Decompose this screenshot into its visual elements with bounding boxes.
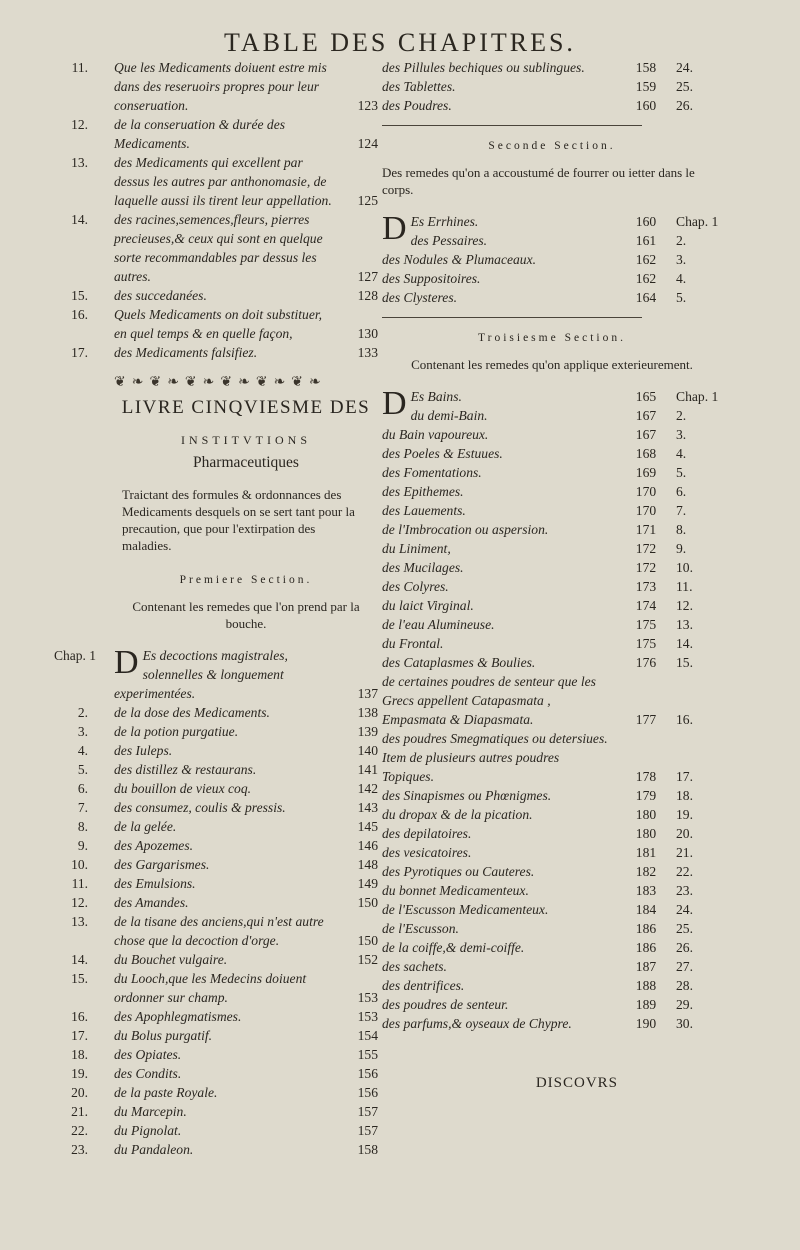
- entry-title: de l'Escusson Medicamenteux.: [382, 902, 549, 917]
- entry-title: des dentrifices.: [382, 978, 465, 993]
- entry-title: du laict Virginal.: [382, 598, 474, 613]
- institutions-heading: INSTITVTIONS: [181, 433, 311, 447]
- entry-number: 21.: [71, 1104, 88, 1119]
- toc-entry: [66, 798, 378, 817]
- entry-page: 184: [635, 902, 657, 917]
- entry-chapter: Chap. 1: [676, 389, 719, 404]
- entry-number: Chap. 1: [54, 648, 96, 663]
- entry-page: 173: [635, 579, 657, 594]
- entry-page: 188: [635, 978, 657, 993]
- entry-title: du bouillon de vieux coq.: [114, 781, 252, 796]
- entry-chapter: 27.: [676, 959, 693, 974]
- entry-title: du demi-Bain.: [410, 408, 488, 423]
- entry-title: des Cataplasmes & Boulies.: [382, 655, 536, 670]
- entry-page: 161: [635, 233, 657, 248]
- entry-number: 4.: [77, 743, 88, 758]
- entry-number: 7.: [77, 800, 88, 815]
- entry-chapter: 24.: [676, 60, 693, 75]
- entry-chapter: 30.: [676, 1016, 693, 1031]
- entry-chapter: 10.: [676, 560, 693, 575]
- entry-page: 160: [635, 98, 657, 113]
- entry-page: 180: [635, 826, 657, 841]
- toc-entry: [382, 77, 722, 96]
- toc-entry: [382, 250, 722, 269]
- toc-entry: [382, 900, 722, 919]
- entry-page: 178: [635, 769, 657, 784]
- entry-number: 12.: [71, 895, 88, 910]
- toc-entry: [66, 703, 378, 722]
- entry-chapter: 28.: [676, 978, 693, 993]
- entry-page: 128: [357, 288, 378, 303]
- entry-title: des Poudres.: [382, 98, 452, 113]
- toc-entry: [66, 1121, 378, 1140]
- entry-chapter: 16.: [676, 712, 693, 727]
- entry-number: 18.: [71, 1047, 88, 1062]
- entry-chapter: 18.: [676, 788, 693, 803]
- pharmaceutiques-heading: Pharmaceutiques: [193, 454, 299, 471]
- entry-title: des Amandes.: [114, 895, 189, 910]
- entry-page: 167: [635, 427, 657, 442]
- entry-chapter: 6.: [676, 484, 687, 499]
- toc-entry: [382, 288, 722, 307]
- entry-page: 170: [635, 503, 657, 518]
- entry-title: des poudres de senteur.: [382, 997, 509, 1012]
- entry-title: de l'eau Alumineuse.: [382, 617, 495, 632]
- toc-entry: [382, 881, 722, 900]
- drop-cap: D: [382, 210, 407, 247]
- entry-page: 138: [357, 705, 378, 720]
- entry-title: de la potion purgatiue.: [114, 724, 239, 739]
- entry-number: 20.: [71, 1085, 88, 1100]
- entry-title: du Bain vapoureux.: [382, 427, 489, 442]
- entry-chapter: 3.: [676, 252, 687, 267]
- entry-chapter: 25.: [676, 79, 693, 94]
- left-top-list: [66, 58, 378, 362]
- drop-cap: D: [114, 644, 139, 681]
- troisieme-section-subtitle: Contenant les remedes qu'on applique exterieurement.: [411, 357, 693, 372]
- entry-page: 150: [357, 933, 378, 948]
- entry-chapter: 19.: [676, 807, 693, 822]
- entry-chapter: 17.: [676, 769, 693, 784]
- entry-title: du Liniment,: [382, 541, 451, 556]
- toc-entry: [382, 615, 722, 634]
- entry-number: 16.: [71, 307, 88, 322]
- entry-page: 153: [357, 1009, 378, 1024]
- toc-entry: [382, 596, 722, 615]
- entry-chapter: 3.: [676, 427, 687, 442]
- entry-title: du Frontal.: [382, 636, 444, 651]
- toc-entry: [66, 1140, 378, 1159]
- entry-chapter: 20.: [676, 826, 693, 841]
- entry-chapter: 26.: [676, 98, 693, 113]
- entry-chapter: 21.: [676, 845, 693, 860]
- entry-page: 186: [635, 921, 657, 936]
- entry-chapter: 5.: [676, 465, 687, 480]
- entry-chapter: 12.: [676, 598, 693, 613]
- entry-title: des depilatoires.: [382, 826, 472, 841]
- entry-chapter: 14.: [676, 636, 693, 651]
- entry-number: 11.: [71, 60, 88, 75]
- entry-page: 162: [635, 271, 657, 286]
- entry-title: des Clysteres.: [382, 290, 458, 305]
- toc-entry: [66, 1083, 378, 1102]
- toc-entry: [66, 874, 378, 893]
- entry-title: des Suppositoires.: [382, 271, 481, 286]
- toc-entry: [382, 406, 722, 425]
- troisieme-section-heading: Troisiesme Section.: [478, 332, 626, 344]
- toc-entry: [66, 893, 378, 912]
- toc-entry: [382, 444, 722, 463]
- entry-chapter: 8.: [676, 522, 687, 537]
- entry-title: des Nodules & Plumaceaux.: [382, 252, 537, 267]
- toc-entry: [66, 58, 378, 115]
- toc-entry: [382, 919, 722, 938]
- entry-page: 177: [635, 712, 657, 727]
- toc-entry: [382, 463, 722, 482]
- entry-title: des consumez, coulis & pressis.: [114, 800, 286, 815]
- toc-entry: [66, 817, 378, 836]
- toc-entry: [382, 1014, 722, 1033]
- entry-page: 124: [357, 136, 378, 151]
- entry-page: 148: [357, 857, 378, 872]
- toc-entry: [66, 722, 378, 741]
- entry-page: 130: [357, 326, 378, 341]
- entry-page: 164: [635, 290, 657, 305]
- toc-entry: [382, 539, 722, 558]
- entry-number: 14.: [71, 212, 88, 227]
- entry-title: de la gelée.: [114, 819, 177, 834]
- entry-number: 16.: [71, 1009, 88, 1024]
- entry-number: 19.: [71, 1066, 88, 1081]
- toc-entry: [66, 741, 378, 760]
- entry-title: des racines,semences,fleurs, pierres precieuses,& ceux qui sont en quelque sorte recommandables par dessus les autres.: [114, 212, 323, 284]
- entry-title: du Marcepin.: [114, 1104, 187, 1119]
- entry-page: 169: [635, 465, 657, 480]
- toc-entry: [382, 58, 722, 77]
- toc-entry: [382, 995, 722, 1014]
- entry-title: de la tisane des anciens,qui n'est autre chose que la decoction d'orge.: [114, 914, 324, 948]
- entry-chapter: 9.: [676, 541, 687, 556]
- entry-title: du Looch,que les Medecins doiuent ordonner sur champ.: [114, 971, 307, 1005]
- toc-entry: [66, 950, 378, 969]
- toc-entry: [66, 210, 378, 286]
- entry-title: des vesicatoires.: [382, 845, 472, 860]
- toc-entry: [382, 653, 722, 672]
- entry-page: 190: [635, 1016, 657, 1031]
- entry-page: 186: [635, 940, 657, 955]
- toc-entry: [66, 912, 378, 950]
- entry-title: des Poeles & Estuues.: [382, 446, 503, 461]
- toc-entry: [382, 501, 722, 520]
- livre-heading: LIVRE CINQVIESME DES: [121, 397, 371, 418]
- entry-title: des parfums,& oyseaux de Chypre.: [382, 1016, 572, 1031]
- entry-title: de certaines poudres de senteur que les Grecs appellent Catapasmata , Empasmata & Diapasmata.: [382, 674, 596, 727]
- entry-title: des poudres Smegmatiques ou detersiues. Item de plusieurs autres poudres Topiques.: [382, 731, 608, 784]
- toc-entry: [66, 855, 378, 874]
- toc-entry: [382, 520, 722, 539]
- toc-entry: [66, 115, 378, 153]
- entry-page: 172: [635, 560, 657, 575]
- entry-title: de l'Imbrocation ou aspersion.: [382, 522, 549, 537]
- entry-page: 125: [357, 193, 378, 208]
- entry-page: 154: [357, 1028, 378, 1043]
- entry-chapter: 2.: [676, 233, 687, 248]
- entry-page: 168: [635, 446, 657, 461]
- left-bottom-list: [54, 644, 378, 1159]
- toc-entry: [382, 843, 722, 862]
- toc-entry: [66, 969, 378, 1007]
- entry-number: 14.: [71, 952, 88, 967]
- entry-number: 15.: [71, 288, 88, 303]
- entry-page: 181: [635, 845, 657, 860]
- toc-entry: [382, 269, 722, 288]
- entry-title: du dropax & de la pication.: [382, 807, 533, 822]
- entry-page: 123: [357, 98, 378, 113]
- entry-page: 139: [357, 724, 378, 739]
- entry-page: 137: [357, 686, 378, 701]
- divider-rule: [382, 125, 642, 126]
- entry-page: 155: [357, 1047, 378, 1062]
- entry-page: 145: [357, 819, 378, 834]
- entry-page: 146: [357, 838, 378, 853]
- livre-description: Traictant des formules & ordonnances des Medicaments desquels on se sert tant pour la precaution, que pour l'extirpation des maladies.: [122, 487, 355, 553]
- entry-page: 140: [357, 743, 378, 758]
- entry-number: 13.: [71, 914, 88, 929]
- entry-chapter: 25.: [676, 921, 693, 936]
- entry-number: 9.: [77, 838, 88, 853]
- entry-chapter: 11.: [676, 579, 693, 594]
- entry-page: 157: [357, 1123, 378, 1138]
- entry-chapter: 2.: [676, 408, 687, 423]
- entry-title: Quels Medicaments on doit substituer, en quel temps & en quelle façon,: [114, 307, 323, 341]
- toc-entry: [382, 938, 722, 957]
- entry-chapter: 29.: [676, 997, 693, 1012]
- entry-chapter: 22.: [676, 864, 693, 879]
- seconde-section-heading: Seconde Section.: [488, 140, 616, 152]
- entry-page: 183: [635, 883, 657, 898]
- entry-title: des distillez & restaurans.: [114, 762, 257, 777]
- entry-title: des Medicaments qui excellent par dessus les autres par anthonomasie, de laquelle aussi ils tirent leur appellation.: [114, 155, 332, 208]
- toc-entry: [382, 957, 722, 976]
- entry-page: 150: [357, 895, 378, 910]
- entry-page: 179: [635, 788, 657, 803]
- entry-chapter: 4.: [676, 271, 687, 286]
- entry-number: 11.: [71, 876, 88, 891]
- toc-entry: [382, 786, 722, 805]
- toc-entry: [66, 153, 378, 210]
- entry-page: 176: [635, 655, 657, 670]
- entry-title: du Bouchet vulgaire.: [114, 952, 228, 967]
- page-title: TABLE DES CHAPITRES.: [224, 28, 576, 57]
- entry-page: 127: [357, 269, 378, 284]
- entry-title: des Sinapismes ou Phœnigmes.: [382, 788, 552, 803]
- entry-chapter: 13.: [676, 617, 693, 632]
- toc-entry: [382, 425, 722, 444]
- entry-page: 153: [357, 990, 378, 1005]
- entry-title: des Fomentations.: [382, 465, 482, 480]
- entry-page: 180: [635, 807, 657, 822]
- entry-number: 15.: [71, 971, 88, 986]
- entry-title: des sachets.: [382, 959, 447, 974]
- entry-chapter: 26.: [676, 940, 693, 955]
- toc-entry: [382, 634, 722, 653]
- entry-page: 162: [635, 252, 657, 267]
- entry-number: 8.: [77, 819, 88, 834]
- right-bottom-list: [382, 387, 722, 1033]
- toc-entry: [66, 1064, 378, 1083]
- entry-title: des Lauements.: [382, 503, 466, 518]
- entry-title: de la coiffe,& demi-coiffe.: [382, 940, 525, 955]
- toc-entry: [382, 577, 722, 596]
- entry-title: des succedanées.: [114, 288, 207, 303]
- entry-number: 5.: [77, 762, 88, 777]
- entry-title: de la conseruation & durée des Medicaments.: [114, 117, 286, 151]
- entry-page: 158: [357, 1142, 378, 1157]
- entry-chapter: 15.: [676, 655, 693, 670]
- entry-page: 149: [357, 876, 378, 891]
- entry-page: 189: [635, 997, 657, 1012]
- entry-page: 142: [357, 781, 378, 796]
- entry-number: 12.: [71, 117, 88, 132]
- entry-chapter: 23.: [676, 883, 693, 898]
- entry-page: 175: [635, 636, 657, 651]
- entry-title: Que les Medicaments doiuent estre mis dans des reseruoirs propres pour leur conseruation.: [114, 60, 327, 113]
- entry-number: 22.: [71, 1123, 88, 1138]
- toc-entry: [382, 976, 722, 995]
- toc-entry: [382, 805, 722, 824]
- toc-entry: [66, 836, 378, 855]
- entry-page: 157: [357, 1104, 378, 1119]
- entry-number: 10.: [71, 857, 88, 872]
- entry-page: 156: [357, 1066, 378, 1081]
- premiere-section-subtitle: Contenant les remedes que l'on prend par la bouche.: [132, 599, 360, 631]
- toc-entry: [66, 1007, 378, 1026]
- toc-entry: [66, 305, 378, 343]
- toc-entry: [382, 824, 722, 843]
- toc-entry: [382, 558, 722, 577]
- entry-title: du Pignolat.: [114, 1123, 182, 1138]
- divider-rule: [382, 317, 642, 318]
- entry-page: 158: [635, 60, 657, 75]
- entry-title: des Pyrotiques ou Cauteres.: [382, 864, 535, 879]
- entry-title: des Pessaires.: [410, 233, 488, 248]
- entry-title: du Pandaleon.: [114, 1142, 194, 1157]
- entry-page: 174: [635, 598, 657, 613]
- entry-number: 17.: [71, 1028, 88, 1043]
- entry-chapter: 5.: [676, 290, 687, 305]
- seconde-section-subtitle: Des remedes qu'on a accoustumé de fourrer ou ietter dans le corps.: [382, 165, 695, 197]
- entry-title: des Apophlegmatismes.: [114, 1009, 242, 1024]
- toc-entry: [66, 1026, 378, 1045]
- entry-title: du Bolus purgatif.: [114, 1028, 213, 1043]
- entry-title: des Iuleps.: [114, 743, 173, 758]
- entry-page: 156: [357, 1085, 378, 1100]
- toc-entry: [66, 343, 378, 362]
- entry-number: 17.: [71, 345, 88, 360]
- entry-page: 175: [635, 617, 657, 632]
- entry-page: 160: [635, 214, 657, 229]
- entry-page: 165: [635, 389, 657, 404]
- toc-entry: [382, 231, 722, 250]
- entry-number: 6.: [77, 781, 88, 796]
- entry-page: 187: [635, 959, 657, 974]
- entry-chapter: Chap. 1: [676, 214, 719, 229]
- toc-entry: [66, 760, 378, 779]
- left-column: [54, 58, 378, 1159]
- entry-chapter: 24.: [676, 902, 693, 917]
- right-top-list: [382, 58, 722, 115]
- entry-number: 2.: [77, 705, 88, 720]
- toc-entry: [382, 672, 722, 729]
- premiere-section-heading: Premiere Section.: [179, 574, 313, 586]
- entry-page: 182: [635, 864, 657, 879]
- entry-title: des Gargarismes.: [114, 857, 210, 872]
- entry-title: des Pillules bechiques ou sublingues.: [382, 60, 585, 75]
- drop-cap: D: [382, 385, 407, 422]
- toc-entry: [54, 644, 378, 703]
- entry-title: des Emulsions.: [114, 876, 196, 891]
- entry-chapter: 7.: [676, 503, 687, 518]
- ornament-band: ❦❧❦❧❦❧❦❧❦❧❦❧: [114, 375, 327, 390]
- entry-title: des Condits.: [114, 1066, 182, 1081]
- entry-number: 23.: [71, 1142, 88, 1157]
- entry-title: des Opiates.: [114, 1047, 182, 1062]
- entry-title: des Colyres.: [382, 579, 449, 594]
- entry-title: Es Bains.: [410, 389, 462, 404]
- entry-page: 143: [357, 800, 378, 815]
- entry-title: des Medicaments falsifiez.: [114, 345, 258, 360]
- toc-entry: [382, 482, 722, 501]
- toc-entry: [66, 1102, 378, 1121]
- entry-page: 171: [635, 522, 657, 537]
- entry-title: Es decoctions magistrales, solennelles & longuement experimentées.: [114, 648, 288, 701]
- entry-page: 167: [635, 408, 657, 423]
- toc-entry: [66, 286, 378, 305]
- entry-number: 13.: [71, 155, 88, 170]
- entry-chapter: 4.: [676, 446, 687, 461]
- entry-title: Es Errhines.: [410, 214, 479, 229]
- entry-title: des Mucilages.: [382, 560, 464, 575]
- entry-page: 141: [357, 762, 378, 777]
- entry-page: 133: [357, 345, 378, 360]
- toc-entry: [382, 729, 722, 786]
- right-mid-list: [382, 212, 722, 307]
- catchword: DISCOVRS: [535, 1075, 618, 1091]
- entry-page: 152: [357, 952, 378, 967]
- entry-title: de l'Escusson.: [382, 921, 459, 936]
- entry-title: de la paste Royale.: [114, 1085, 218, 1100]
- entry-title: des Epithemes.: [382, 484, 464, 499]
- entry-page: 159: [635, 79, 657, 94]
- entry-title: du bonnet Medicamenteux.: [382, 883, 529, 898]
- entry-title: de la dose des Medicaments.: [114, 705, 270, 720]
- right-column: [382, 58, 722, 1033]
- entry-number: 3.: [77, 724, 88, 739]
- toc-entry: [382, 96, 722, 115]
- toc-entry: [382, 862, 722, 881]
- entry-title: des Apozemes.: [114, 838, 194, 853]
- toc-entry: [66, 779, 378, 798]
- toc-entry: [66, 1045, 378, 1064]
- entry-page: 170: [635, 484, 657, 499]
- entry-title: des Tablettes.: [382, 79, 456, 94]
- entry-page: 172: [635, 541, 657, 556]
